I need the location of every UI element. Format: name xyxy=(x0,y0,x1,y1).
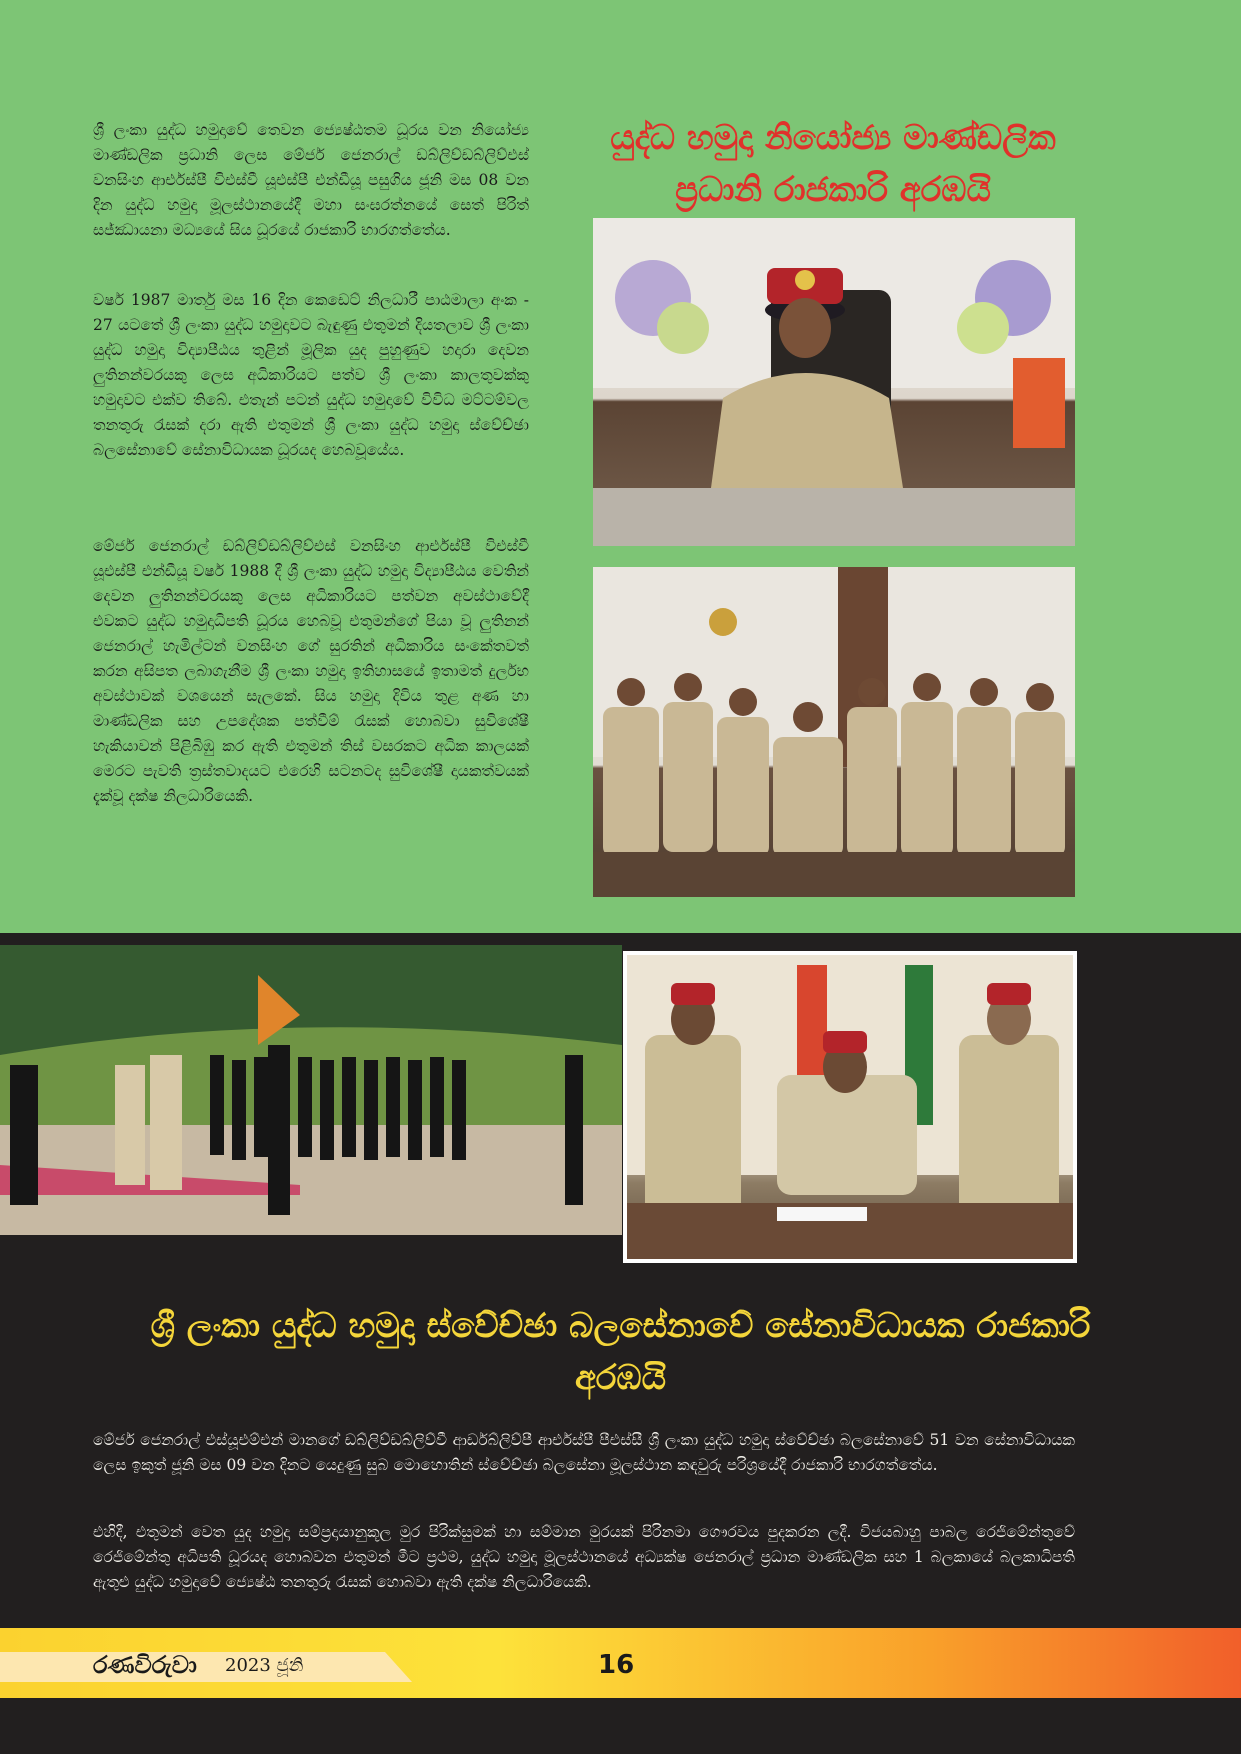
article2-paragraph-2: එහිදී, එතුමන් වෙත යුද හමුදා සම්ප්‍රදායානුකූල මුර පිරික්සුමක් හා සම්මාන මුරයක් පිරිනමා ගෞරවය පුදකරන ලදී. විජයබාහු පාබල රෙජිමේන්තුවේ රෙජිමේන්තු අධිපති ධූරයද හොබවන එතුමන් මීට ප්‍රථම, යුද්ධ හමුදා මූලස්ථානයේ අධ්‍යක්ෂ ජෙනරාල් ප්‍රධාන මාණ්ඩලික සහ 1 බලකායේ බලකාධිපති ඇතුළු යුද්ධ හමුදාවේ ජ්‍යෙෂ්ඨ තනතුරු රැසක් හොබවා ඇති දක්ෂ නිලධාරියෙකි. xyxy=(93,1523,1075,1591)
article1-paragraph-2: වර්ෂ 1987 මාර්තු මස 16 දින කෙඩෙට් නිලධාරී පාඨමාලා අංක - 27 යටතේ ශ්‍රී ලංකා යුද්ධ හමුදාවට බැඳුණු එතුමන් දියතලාව ශ්‍රී ලංකා යුද්ධ හමුදා විද්‍යාපීඨය තුළින් මූලික යුද පුහුණුව හදාරා දෙවන ලුතිනන්වරයකු ලෙස අධිකාරියට පත්ව ශ්‍රී ලංකා කාලතුවක්කු හමුදාවට එක්ව තිබේ. එතැන් පටන් යුද්ධ හමුදාවේ විවිධ මට්ටම්වල තනතුරු රැසක් දරා ඇති එතුමන් ශ්‍රී ලංකා යුද්ධ හමුදා ස්වේච්ඡා බලසේනාවේ සේනාවිධායක ධූරයද හෙබවූයේය. xyxy=(93,291,529,459)
footer-tab xyxy=(0,1652,412,1682)
officer-desk-photo xyxy=(593,218,1075,546)
article1-paragraph-1: ශ්‍රී ලංකා යුද්ධ හමුදාවේ තෙවන ජ්‍යෙෂ්ඨතම ධූරය වන නියෝජ්‍ය මාණ්ඩලික ප්‍රධානි ලෙස මේජර් ජෙනරාල් ඩබ්ලිව්ඩබ්ලිව්එස් වනසිංහ ආර්එස්පී විඑස්වී යූඑස්පී එන්ඩීයූ පසුගිය ජූනි මස 08 වන දින යුද්ධ හමුදා මූලස්ථානයේදී මහා සංඝරත්නයේ සෙත් පිරිත් සජ්ඣායනා මධ්‍යයේ සිය ධූරයේ රාජකාරි භාරගත්තේය. xyxy=(93,121,529,239)
article2-paragraph-1: මේජර් ජෙනරාල් එස්යූඑම්එන් මානගේ ඩබ්ලිව්ඩබ්ලිව්වී ආර්ඩබ්ලිව්පී ආර්එස්පී පීඑස්සී ශ්‍රී ලංකා යුද්ධ හමුදා ස්වේච්ඡා බලසේනාවේ 51 වන සේනාවිධායක ලෙස ඉකුත් ජූනි මස 09 වන දිනට යෙදුණු සුබ මොහොතින් ස්වේච්ඡා බලසේනා මූලස්ථාන කඳවුරු පරිශ්‍රයේදී රාජකාරි භාරගත්තේය. xyxy=(93,1431,1075,1474)
page-number: 16 xyxy=(598,1650,635,1680)
article1-title: යුද්ධ හමුදා නියෝජ්‍ය මාණ්ඩලික ප්‍රධානි රාජකාරි අරඹයි xyxy=(610,118,1056,210)
parade-guard-photo xyxy=(0,945,622,1235)
article2-title: ශ්‍රී ලංකා යුද්ධ හමුදා ස්වේච්ඡා බලසේනාවේ සේනාවිධායක රාජකාරි අරඹයි xyxy=(150,1306,1091,1398)
article1-paragraph-3: මේජර් ජෙනරාල් ඩබ්ලිව්ඩබ්ලිව්එස් වනසිංහ ආර්එස්පී විඑස්වී යූඑස්පී එන්ඩීයූ වර්ෂ 1988 දී ශ්‍රී ලංකා යුද්ධ හමුදා විද්‍යාපීඨය වෙතින් දෙවන ලුතිනන්වරයකු ලෙස අධිකාරියට පත්වන අවස්ථාවේදී එවකට යුද්ධ හමුදාධිපති ධූරය හෙබවූ එතුමන්ගේ පියා වූ ලුතිනන් ජෙනරාල් හැමිල්ටන් වනසිංහ ගේ සුරතින් අධිකාරිය සංකේතවත් කරන අසිපත ලබාගැනීම ශ්‍රී ලංකා හමුදා ඉතිහාසයේ ඉතාමත් දුර්ලභ අවස්ථාවක් වශයෙන් සැලකේ. සිය හමුදා දිවිය තුළ අණ හා මාණ්ඩලික සහ උපදේශක පත්වීම් රැසක් හොබවා සුවිශේෂී හැකියාවන් පිළිබිඹු කර ඇති එතුමන් තිස් වසරකට අධික කාලයක් මෙරට පැවති ත්‍රස්තවාදයට එරෙහි සටනටද සුවිශේෂී දායකත්වයක් දැක්වූ දක්ෂ නිලධාරියෙකි. xyxy=(93,537,529,805)
magazine-brand: රණවිරුවා xyxy=(93,1651,197,1679)
issue-date: 2023 ජූනි xyxy=(225,1655,304,1676)
signing-ceremony-photo xyxy=(623,951,1077,1263)
officers-group-photo xyxy=(593,567,1075,897)
